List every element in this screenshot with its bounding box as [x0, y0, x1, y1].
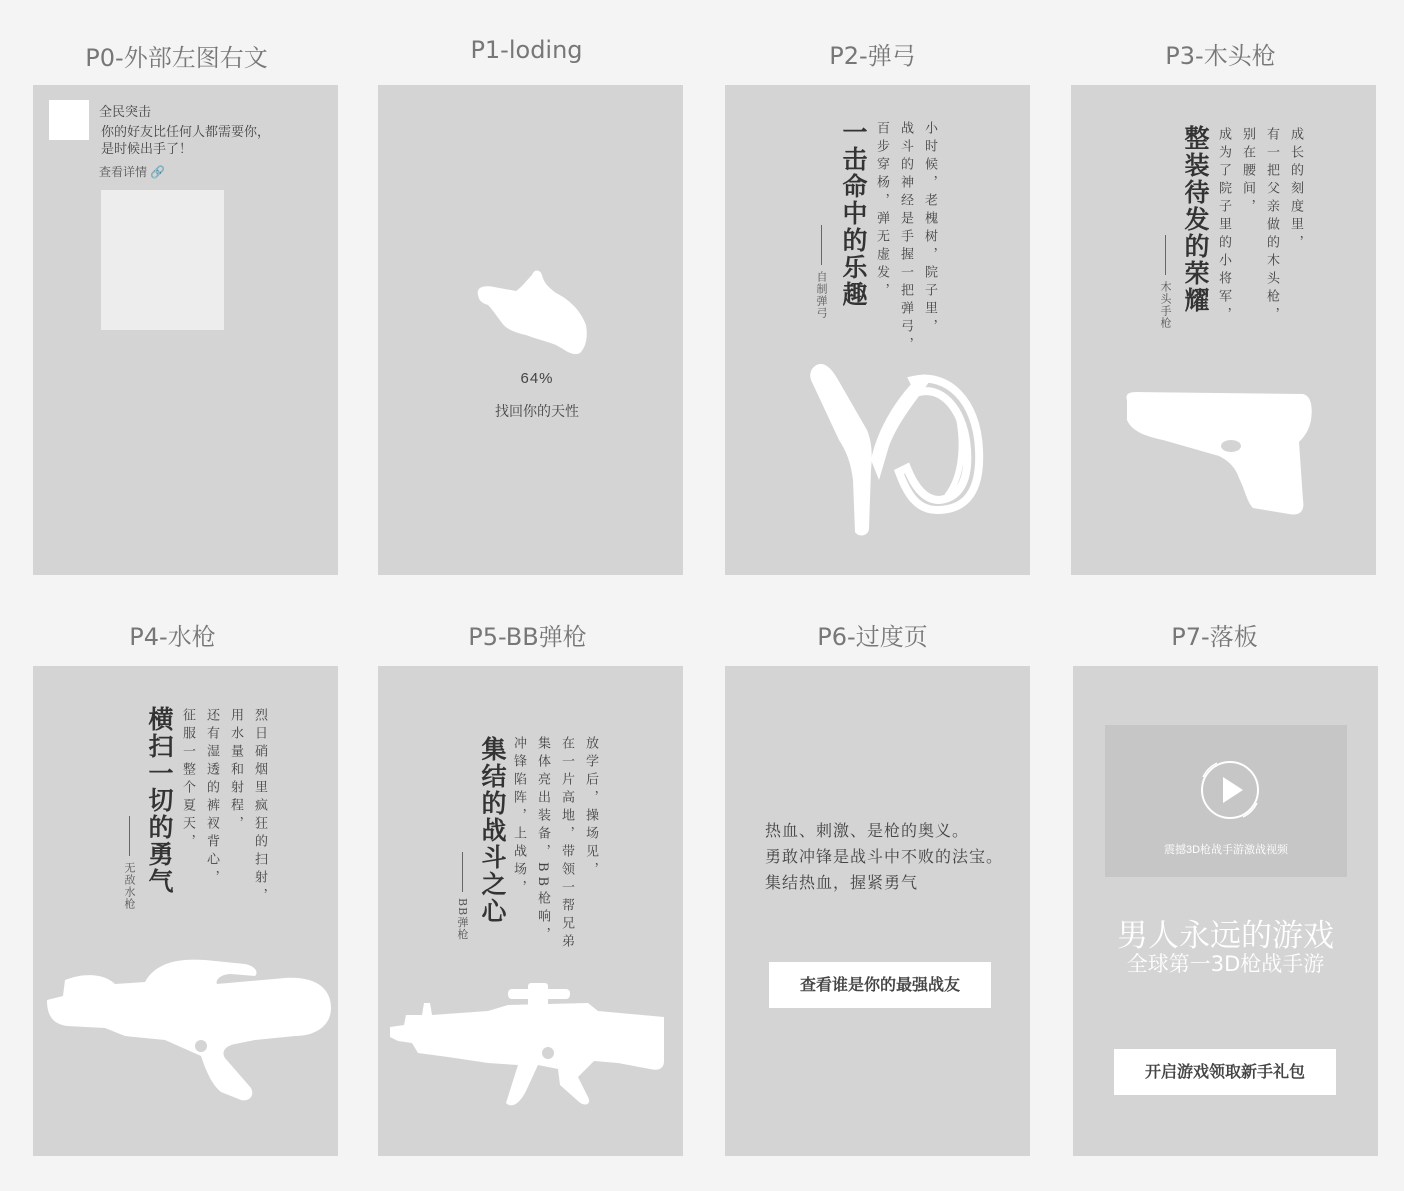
story-text-p2: 小时候，老槐树，院子里， 战斗的神经是手握一把弹弓， 百步穿杨，弹无虚发，: [874, 121, 937, 355]
start-game-button[interactable]: 开启游戏领取新手礼包: [1114, 1049, 1336, 1095]
panel-p5: [378, 666, 683, 1156]
link-icon: 🔗: [150, 165, 166, 179]
heading-p2: 一击命中的乐趣: [839, 119, 868, 308]
panel-p3: [1071, 85, 1376, 575]
wooden-pistol-icon: [1123, 390, 1313, 520]
view-details-link[interactable]: [99, 163, 165, 180]
page-title-p2: P2-弹弓: [829, 42, 916, 70]
heading-p4: 横扫一切的勇气: [145, 706, 174, 895]
finger-gun-icon: [476, 265, 591, 360]
story-text-p4: 烈日硝烟里疯狂的扫射， 用水量和射程， 还有湿透的裤衩背心， 征服一整个夏天，: [180, 708, 267, 906]
end-subheadline: 全球第一3D枪战手游: [1126, 952, 1325, 976]
transition-text: [765, 818, 1003, 896]
panel-p2: [725, 85, 1030, 575]
video-player[interactable]: [1105, 725, 1347, 877]
page-title-p6: P6-过度页: [817, 623, 928, 651]
caption-p4: 无敌水枪: [121, 816, 137, 910]
page-title-p7: P7-落板: [1171, 623, 1258, 651]
panel-p7: [1073, 666, 1378, 1156]
page-title-p0: P0-外部左图右文: [85, 44, 268, 72]
preview-image: [101, 190, 224, 330]
story-text-p3: 成长的刻度里， 有一把父亲做的木头枪， 别在腰间， 成为了院子里的小将军，: [1216, 127, 1303, 325]
caption-p3: 木头手枪: [1157, 235, 1173, 329]
page-title-p4: P4-水枪: [129, 623, 216, 651]
panel-p6: [725, 666, 1030, 1156]
panel-p0: [33, 85, 338, 575]
transition-line-1: 热血、刺激、是枪的奥义。: [765, 821, 970, 840]
transition-line-2: 勇敢冲锋是战斗中不败的法宝。: [765, 847, 1004, 866]
view-details-label: 查看详情: [99, 165, 148, 179]
app-name: 全民突击: [99, 104, 152, 119]
caption-p2: 自制弹弓: [813, 225, 829, 319]
slingshot-icon: [807, 360, 992, 540]
heading-p3: 整装待发的荣耀: [1181, 125, 1210, 314]
panel-p1: [378, 85, 683, 575]
loading-slogan: 找回你的天性: [495, 404, 579, 420]
share-message: [101, 123, 270, 157]
share-message-line2: 是时候出手了！: [101, 141, 193, 156]
page-title-p1: P1-loding: [470, 36, 583, 64]
find-strongest-ally-button[interactable]: 查看谁是你的最强战友: [769, 962, 991, 1008]
share-message-line1: 你的好友比任何人都需要你，: [101, 124, 271, 139]
loading-progress-text: 64%: [520, 370, 554, 387]
play-icon[interactable]: [1195, 755, 1265, 825]
end-headline: 男人永远的游戏: [1117, 918, 1334, 954]
heading-p5: 集结的战斗之心: [478, 736, 507, 925]
app-avatar: [49, 100, 89, 140]
video-caption: 震撼3D枪战手游激战视频: [1163, 844, 1289, 856]
transition-line-3: 集结热血，握紧勇气: [765, 873, 919, 892]
water-gun-icon: [45, 956, 333, 1106]
caption-p5: BB弹枪: [454, 852, 470, 940]
page-title-p3: P3-木头枪: [1165, 42, 1276, 70]
panel-p4: [33, 666, 338, 1156]
story-text-p5: 放学后，操场见， 在一片高地，带领一帮兄弟 集体亮出装备，BB枪响， 冲锋陷阵，上战场，: [511, 736, 598, 952]
page-title-p5: P5-BB弹枪: [468, 623, 587, 651]
bb-gun-icon: [388, 981, 668, 1116]
